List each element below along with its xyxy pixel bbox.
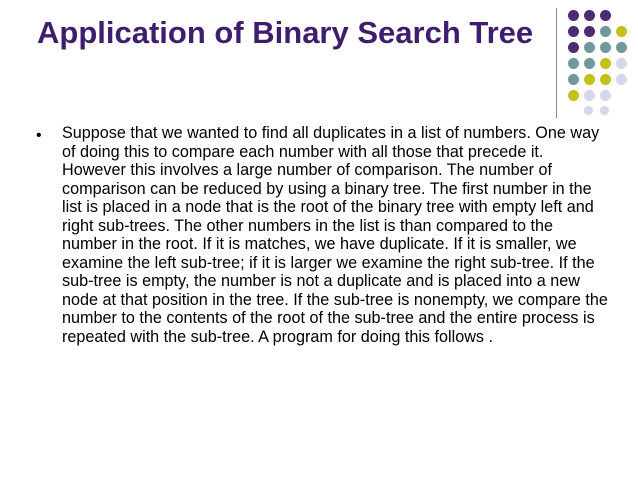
bullet-marker: •: [36, 127, 42, 144]
deco-dot: [600, 10, 611, 21]
decorative-divider: [556, 8, 557, 118]
deco-dot: [616, 58, 627, 69]
deco-dot: [584, 90, 595, 101]
deco-dot: [568, 42, 579, 53]
deco-dot: [600, 26, 611, 37]
deco-dot: [616, 42, 627, 53]
deco-dot: [584, 58, 595, 69]
deco-dot: [584, 10, 595, 21]
deco-dot: [600, 74, 611, 85]
deco-dot: [568, 74, 579, 85]
deco-dot: [568, 58, 579, 69]
deco-dot: [600, 42, 611, 53]
decorative-dot-grid: [566, 8, 636, 108]
deco-dot: [600, 90, 611, 101]
deco-dot: [568, 90, 579, 101]
deco-dot: [584, 74, 595, 85]
deco-dot: [616, 26, 627, 37]
deco-dot: [616, 74, 627, 85]
bullet-paragraph: Suppose that we wanted to find all duplicates in a list of numbers. One way of doing this to compare each number with all those that precede it. However this involves a large number of comparison. The number of comparison can be reduced by using a binary tree. The first number in the list is placed in a node that is the root of the binary tree with empty left and right sub-trees. The other numbers in the list is than compared to the number in the root. If it is matches, we have duplicate. If it is smaller, we examine the left sub-tree; if it is larger we examine the right sub-tree. If the sub-tree is empty, the number is not a duplicate and is placed into a new node at that position in the tree. If the sub-tree is nonempty, we compare the number to the contents of the root of the sub-tree and the entire process is repeated with the sub-tree. A program for doing this follows .: [62, 124, 608, 346]
bullet-list: [36, 124, 611, 346]
deco-dot: [584, 26, 595, 37]
deco-dot: [568, 10, 579, 21]
slide-title: Application of Binary Search Tree: [37, 15, 534, 50]
deco-dot: [584, 42, 595, 53]
deco-dot: [584, 106, 593, 115]
deco-dot: [568, 26, 579, 37]
deco-dot: [600, 106, 609, 115]
deco-dot: [600, 58, 611, 69]
